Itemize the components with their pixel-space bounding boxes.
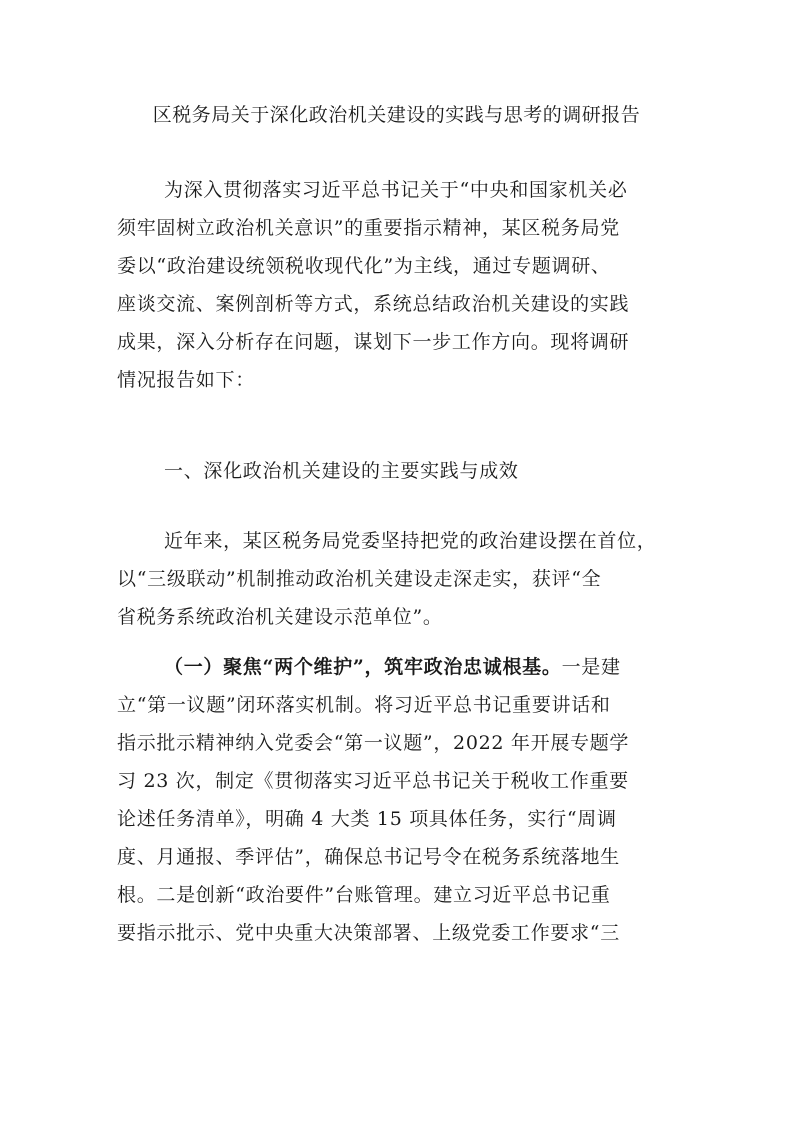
paragraph-line: 指示批示精神纳入党委会“第一议题”，2022 年开展专题学: [117, 732, 630, 754]
paragraph-line: 省税务系统政治机关建设示范单位”。: [117, 606, 443, 628]
paragraph-line: 为深入贯彻落实习近平总书记关于“中央和国家机关必: [164, 179, 628, 201]
paragraph-line: 成果，深入分析存在问题，谋划下一步工作方向。现将调研: [117, 331, 630, 353]
section-heading: 一、深化政治机关建设的主要实践与成效: [164, 460, 519, 482]
paragraph-line: 根。二是创新“政治要件”台账管理。建立习近平总书记重: [117, 884, 611, 906]
paragraph-line: 委以“政治建设统领税收现代化”为主线，通过专题调研、: [117, 255, 611, 277]
section1-paragraph: [117, 522, 687, 636]
paragraph-text: 一是建: [561, 656, 621, 678]
paragraph-line: 立“第一议题”闭环落实机制。将习近平总书记重要讲话和: [117, 694, 611, 716]
subsection1-paragraph: [117, 648, 687, 952]
paragraph-line: 要指示批示、党中央重大决策部署、上级党委工作要求“三: [117, 922, 620, 944]
paragraph-line: 论述任务清单》，明确 4 大类 15 项具体任务，实行“周调: [117, 808, 617, 830]
paragraph-line: 度、月通报、季评估”，确保总书记号令在税务系统落地生: [117, 846, 620, 868]
paragraph-line: 近年来，某区税务局党委坚持把党的政治建设摆在首位，: [164, 530, 657, 552]
subsection-heading: （一）聚焦“两个维护”，筑牢政治忠诚根基。: [164, 656, 562, 678]
paragraph-line: 须牢固树立政治机关意识”的重要指示精神，某区税务局党: [117, 217, 620, 239]
paragraph-line: [117, 648, 687, 686]
paragraph-line: 以“三级联动”机制推动政治机关建设走深走实，获评“全: [117, 568, 602, 590]
paragraph-line: 情况报告如下：: [117, 369, 255, 391]
intro-paragraph: [117, 171, 687, 399]
paragraph-line: 习 23 次，制定《贯彻落实习近平总书记关于税收工作重要: [117, 770, 629, 792]
document-title: 区税务局关于深化政治机关建设的实践与思考的调研报告: [152, 104, 641, 126]
paragraph-line: 座谈交流、案例剖析等方式，系统总结政治机关建设的实践: [117, 293, 630, 315]
